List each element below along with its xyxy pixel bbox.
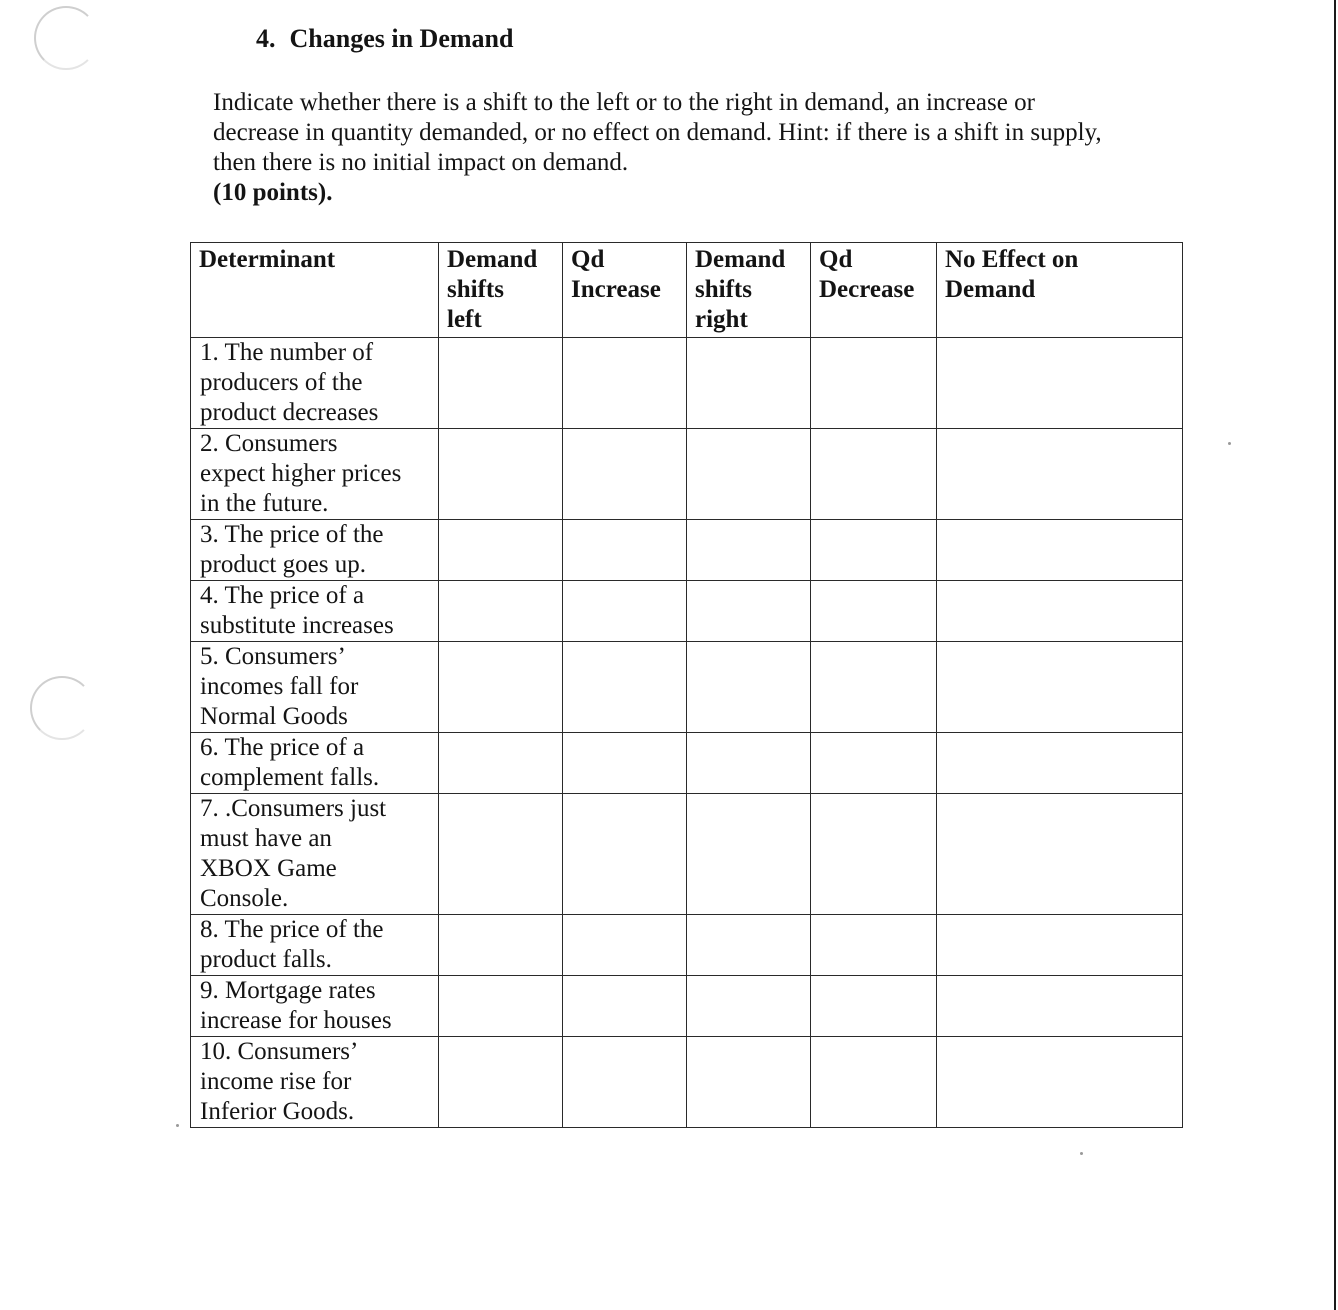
answer-cell-qd-decrease[interactable] [811, 794, 937, 915]
answer-cell-demand-right[interactable] [687, 915, 811, 976]
answer-cell-no-effect[interactable] [937, 733, 1183, 794]
answer-cell-qd-decrease[interactable] [811, 429, 937, 520]
answer-cell-qd-decrease[interactable] [811, 520, 937, 581]
answer-cell-demand-left[interactable] [439, 1037, 563, 1128]
answer-cell-demand-right[interactable] [687, 429, 811, 520]
answer-cell-qd-decrease[interactable] [811, 733, 937, 794]
header-no-effect: No Effect on Demand [937, 243, 1183, 338]
table-row [191, 581, 1183, 642]
scan-edge-line [1334, 0, 1336, 1310]
determinant-cell: 8. The price of the product falls. [191, 915, 439, 976]
determinant-cell: 3. The price of the product goes up. [191, 520, 439, 581]
determinant-cell: 7. .Consumers just must have an XBOX Game Console. [191, 794, 439, 915]
header-qd-increase: Qd Increase [563, 243, 687, 338]
answer-cell-no-effect[interactable] [937, 1037, 1183, 1128]
answer-cell-qd-decrease[interactable] [811, 642, 937, 733]
instructions [213, 88, 1193, 208]
answer-cell-demand-right[interactable] [687, 733, 811, 794]
answer-cell-demand-left[interactable] [439, 794, 563, 915]
determinant-cell: 2. Consumers expect higher prices in the future. [191, 429, 439, 520]
answer-cell-demand-right[interactable] [687, 520, 811, 581]
answer-cell-qd-increase[interactable] [563, 915, 687, 976]
instructions-line-2: decrease in quantity demanded, or no effect on demand. Hint: if there is a shift in supply, [213, 119, 1102, 146]
table-row [191, 915, 1183, 976]
answer-cell-qd-decrease[interactable] [811, 1037, 937, 1128]
scan-speck [1228, 442, 1231, 445]
answer-cell-demand-left[interactable] [439, 581, 563, 642]
answer-cell-no-effect[interactable] [937, 794, 1183, 915]
instructions-line-1: Indicate whether there is a shift to the left or to the right in demand, an increase or [213, 89, 1035, 116]
answer-cell-demand-right[interactable] [687, 1037, 811, 1128]
table-row [191, 1037, 1183, 1128]
answer-cell-no-effect[interactable] [937, 429, 1183, 520]
header-demand-shifts-left: Demand shifts left [439, 243, 563, 338]
answer-cell-qd-decrease[interactable] [811, 976, 937, 1037]
answer-cell-demand-left[interactable] [439, 429, 563, 520]
answer-cell-qd-increase[interactable] [563, 733, 687, 794]
points-value: (10 points). [213, 179, 333, 206]
table-row [191, 976, 1183, 1037]
answer-cell-qd-decrease[interactable] [811, 915, 937, 976]
demand-changes-table [190, 242, 1183, 1128]
answer-cell-qd-increase[interactable] [563, 520, 687, 581]
determinant-cell: 10. Consumers’ income rise for Inferior Goods. [191, 1037, 439, 1128]
answer-cell-demand-left[interactable] [439, 338, 563, 429]
answer-cell-no-effect[interactable] [937, 581, 1183, 642]
table-row [191, 794, 1183, 915]
answer-cell-demand-right[interactable] [687, 642, 811, 733]
section-title: Changes in Demand [289, 24, 514, 53]
determinant-cell: 4. The price of a substitute increases [191, 581, 439, 642]
answer-cell-no-effect[interactable] [937, 976, 1183, 1037]
determinant-cell: 1. The number of producers of the product decreases [191, 338, 439, 429]
answer-cell-qd-decrease[interactable] [811, 338, 937, 429]
instructions-line-3: then there is no initial impact on demand. [213, 149, 629, 176]
answer-cell-qd-increase[interactable] [563, 429, 687, 520]
answer-cell-demand-right[interactable] [687, 794, 811, 915]
answer-cell-no-effect[interactable] [937, 915, 1183, 976]
answer-cell-qd-increase[interactable] [563, 1037, 687, 1128]
answer-cell-qd-increase[interactable] [563, 976, 687, 1037]
section-heading [256, 24, 513, 54]
answer-cell-demand-left[interactable] [439, 642, 563, 733]
answer-cell-no-effect[interactable] [937, 520, 1183, 581]
answer-cell-demand-right[interactable] [687, 338, 811, 429]
table-row [191, 642, 1183, 733]
answer-cell-no-effect[interactable] [937, 338, 1183, 429]
punch-hole-top [34, 6, 98, 70]
table-row [191, 338, 1183, 429]
answer-cell-qd-increase[interactable] [563, 338, 687, 429]
determinant-cell: 9. Mortgage rates increase for houses [191, 976, 439, 1037]
determinant-cell: 5. Consumers’ incomes fall for Normal Goods [191, 642, 439, 733]
answer-cell-demand-left[interactable] [439, 733, 563, 794]
header-determinant: Determinant [191, 243, 439, 338]
scan-speck [1080, 1152, 1083, 1155]
answer-cell-demand-left[interactable] [439, 915, 563, 976]
answer-cell-qd-decrease[interactable] [811, 581, 937, 642]
answer-cell-demand-left[interactable] [439, 520, 563, 581]
table-header-row [191, 243, 1183, 338]
scan-speck [176, 1124, 179, 1127]
table-row [191, 733, 1183, 794]
answer-cell-qd-increase[interactable] [563, 794, 687, 915]
answer-cell-demand-right[interactable] [687, 976, 811, 1037]
punch-hole-middle [30, 676, 94, 740]
header-qd-decrease: Qd Decrease [811, 243, 937, 338]
answer-cell-qd-increase[interactable] [563, 642, 687, 733]
header-demand-shifts-right: Demand shifts right [687, 243, 811, 338]
answer-cell-qd-increase[interactable] [563, 581, 687, 642]
section-number: 4. [256, 24, 276, 53]
table-row [191, 520, 1183, 581]
answer-cell-demand-left[interactable] [439, 976, 563, 1037]
answer-cell-no-effect[interactable] [937, 642, 1183, 733]
table-row [191, 429, 1183, 520]
answer-cell-demand-right[interactable] [687, 581, 811, 642]
determinant-cell: 6. The price of a complement falls. [191, 733, 439, 794]
